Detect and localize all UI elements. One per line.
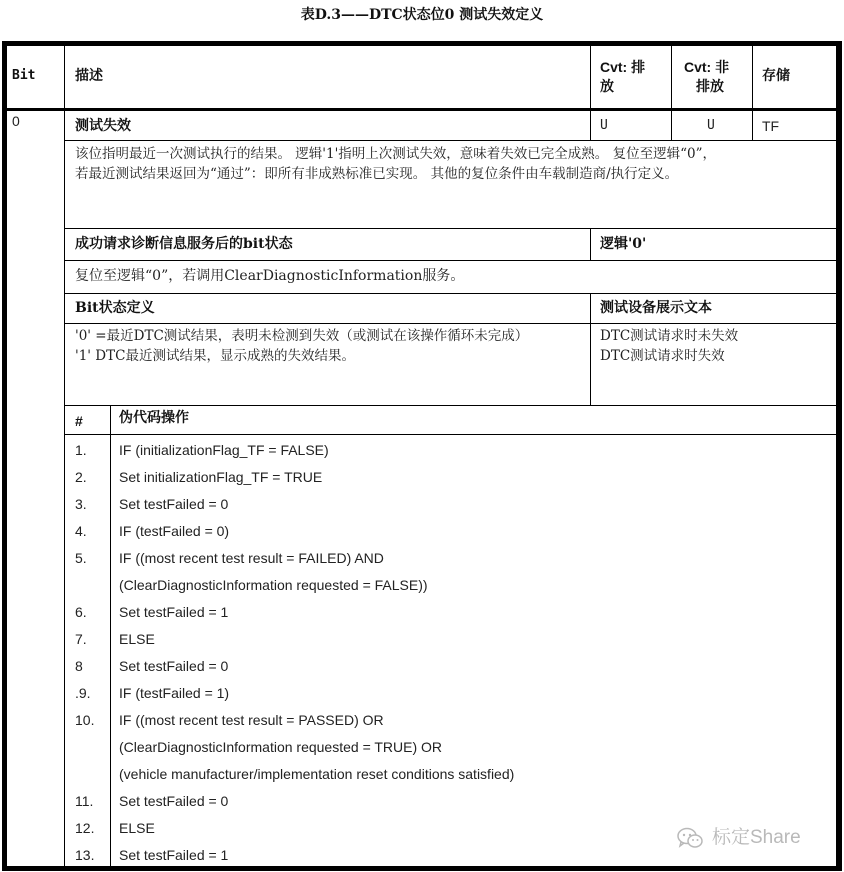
bit-name: 测试失效 xyxy=(75,118,131,134)
pseudocode-line-text: IF ((most recent test result = FAILED) AND xyxy=(119,550,384,566)
bit-state-divider xyxy=(590,293,591,405)
display-text-0: DTC测试请求时未失效 xyxy=(600,328,739,344)
pseudocode-line-text: IF (initializationFlag_TF = FALSE) xyxy=(119,442,329,458)
pseudocode-line-text: Set testFailed = 0 xyxy=(119,496,229,512)
header-cvt-emission-line2: 放 xyxy=(600,79,614,95)
pseudocode-line-text: Set initializationFlag_TF = TRUE xyxy=(119,469,323,485)
pseudocode-line-number: 13. xyxy=(75,847,95,863)
cvt-emission-value: U xyxy=(600,118,608,133)
bit-column-divider xyxy=(64,41,65,871)
pseudocode-op-header: 伪代码操作 xyxy=(119,410,189,426)
cvt-emission-divider xyxy=(590,41,591,140)
display-text-1: DTC测试请求时失效 xyxy=(600,348,725,364)
header-divider xyxy=(2,108,842,111)
after-clear-divider xyxy=(590,228,591,260)
description-line2: 若最近测试结果返回为“通过”：即所有非成熟标准已实现。 其他的复位条件由车载制造商/执行定义。 xyxy=(75,166,679,182)
row-divider xyxy=(64,140,838,141)
storage-divider xyxy=(752,41,753,140)
after-clear-label: 成功请求诊断信息服务后的bit状态 xyxy=(75,236,293,252)
cvt-non-emission-value: U xyxy=(707,118,715,133)
pseudocode-line-text: IF (testFailed = 0) xyxy=(119,523,230,539)
bit-value: 0 xyxy=(12,113,20,129)
after-clear-value: 逻辑'0' xyxy=(600,236,647,252)
pseudocode-line-text: IF (testFailed = 1) xyxy=(119,685,230,701)
row-divider xyxy=(64,260,838,261)
row-divider xyxy=(64,405,838,406)
table-border-top xyxy=(2,41,842,46)
pseudocode-line-number: 3. xyxy=(75,496,87,512)
header-cvt-non-emission-line1: Cvt: 非 xyxy=(684,59,730,75)
table-border-bottom xyxy=(2,866,842,871)
header-storage: 存储 xyxy=(762,68,790,84)
description-line1: 该位指明最近一次测试执行的结果。 逻辑'1'指明上次测试失效，意味着失效已完全成熟。 复位至逻辑“0”， xyxy=(75,146,716,162)
pseudocode-line-text: IF ((most recent test result = PASSED) OR xyxy=(119,712,384,728)
header-bit: Bit xyxy=(12,68,36,83)
pseudocode-line-number: 6. xyxy=(75,604,87,620)
bit-state-def0: '0' =最近DTC测试结果，表明未检测到失效（或测试在该操作循环未完成） xyxy=(75,328,529,344)
pseudocode-num-divider xyxy=(110,405,111,871)
pseudocode-line-number: 12. xyxy=(75,820,95,836)
table-border-left xyxy=(2,41,7,871)
table-border-right xyxy=(836,41,842,871)
pseudocode-line-number: 7. xyxy=(75,631,87,647)
pseudocode-line-number: 2. xyxy=(75,469,87,485)
pseudocode-num-header: # xyxy=(75,413,83,429)
wechat-icon xyxy=(676,826,706,850)
pseudocode-line-number: 10. xyxy=(75,712,95,728)
header-cvt-non-emission-line2: 排放 xyxy=(696,79,724,95)
watermark-text: 标定Share xyxy=(712,827,801,848)
row-divider xyxy=(64,323,838,324)
pseudocode-line-text: ELSE xyxy=(119,631,155,647)
pseudocode-line-text: ELSE xyxy=(119,820,155,836)
pseudocode-line-text: Set testFailed = 1 xyxy=(119,847,229,863)
pseudocode-line-text: (ClearDiagnosticInformation requested = FALSE)) xyxy=(119,577,428,593)
header-cvt-emission-line1: Cvt: 排 xyxy=(600,59,646,75)
pseudocode-line-text: Set testFailed = 0 xyxy=(119,793,229,809)
storage-value: TF xyxy=(762,118,780,134)
header-description: 描述 xyxy=(75,68,103,84)
pseudocode-line-text: Set testFailed = 0 xyxy=(119,658,229,674)
after-clear-note: 复位至逻辑“0”，若调用ClearDiagnosticInformation服务。 xyxy=(75,268,465,284)
pseudocode-line-text: Set testFailed = 1 xyxy=(119,604,229,620)
row-divider xyxy=(64,228,838,229)
bit-state-def1: '1' DTC最近测试结果，显示成熟的失效结果。 xyxy=(75,348,355,364)
pseudocode-line-number: 5. xyxy=(75,550,87,566)
pseudocode-line-number: 11. xyxy=(75,793,94,809)
row-divider xyxy=(64,293,838,294)
pseudocode-line-number: 8 xyxy=(75,658,83,674)
pseudocode-line-number: 4. xyxy=(75,523,87,539)
pseudocode-line-number: .9. xyxy=(75,685,91,701)
cvt-non-emission-divider xyxy=(671,41,672,140)
pseudocode-line-text: (ClearDiagnosticInformation requested = TRUE) OR xyxy=(119,739,443,755)
table-title: 表D.3——DTC状态位0 测试失效定义 xyxy=(300,7,544,23)
pseudocode-line-number: 1. xyxy=(75,442,87,458)
pseudocode-line-text: (vehicle manufacturer/implementation reset conditions satisfied) xyxy=(119,766,515,782)
display-text-label: 测试设备展示文本 xyxy=(600,300,712,316)
row-divider xyxy=(64,434,838,435)
watermark xyxy=(676,822,801,850)
bit-state-label: Bit状态定义 xyxy=(75,300,155,316)
